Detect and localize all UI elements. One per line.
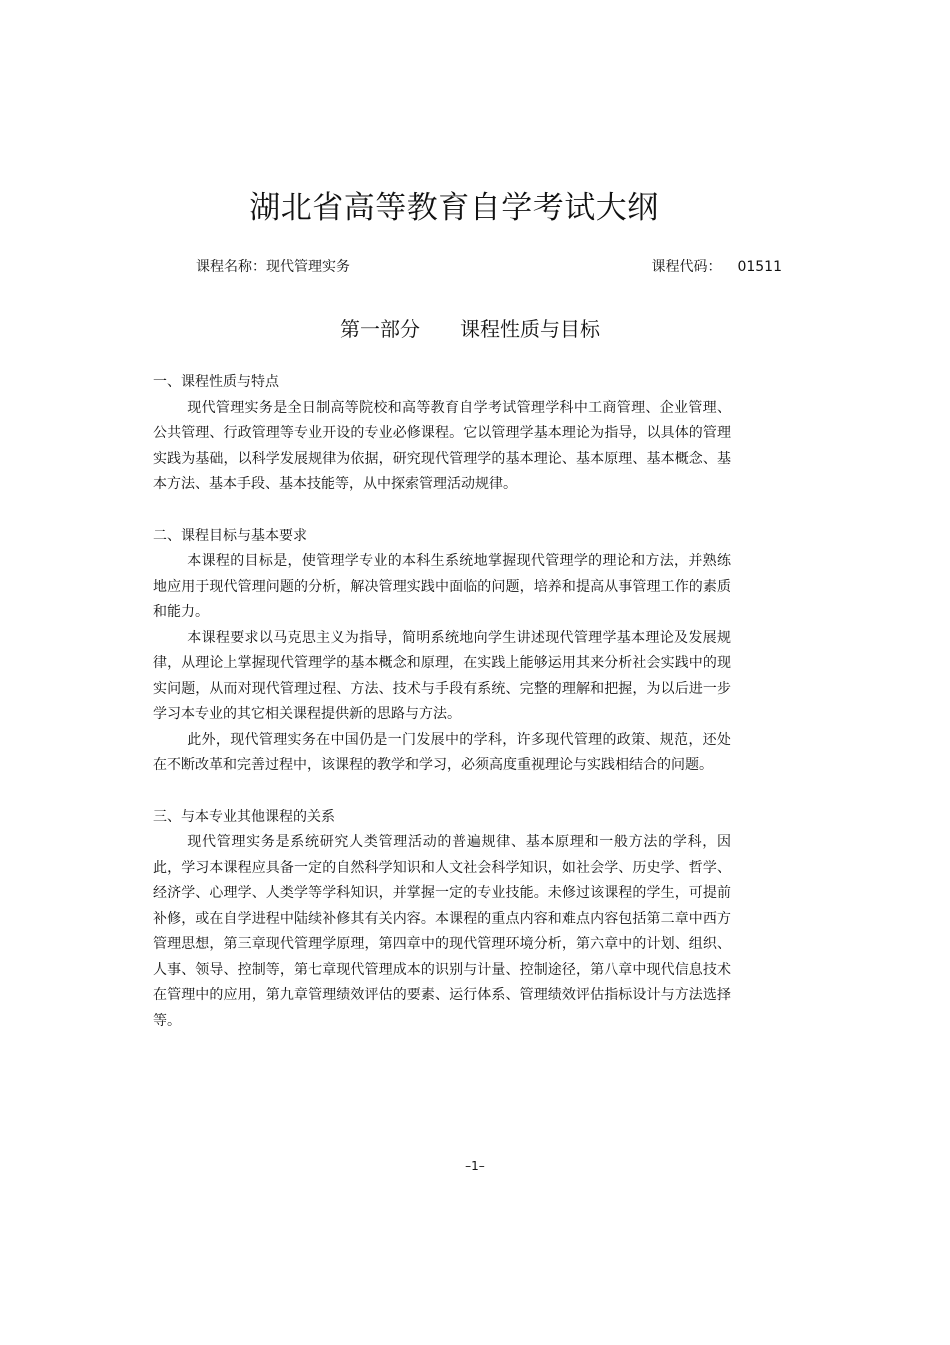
part-title [0, 313, 940, 342]
section-heading: 二、课程目标与基本要求 [153, 527, 307, 544]
paragraph: 现代管理实务是系统研究人类管理活动的普遍规律、基本原理和一般方法的学科，因此，学习本课程应具备一定的自然科学知识和人文社会科学知识，如社会学、历史学、哲学、经济学、心理学、人类学等学科知识，并掌握一定的专业技能。未修过该课程的学生，可提前补修，或在自学进程中陆续补修其有关内容。本课程的重点内容和难点内容包括第二章中西方管理思想，第三章现代管理学原理，第四章中的现代管理环境分析，第六章中的计划、组织、人事、领导、控制等，第七章现代管理成本的识别与计量、控制途径，第八章中现代信息技术在管理中的应用，第九章管理绩效评估的要素、运行体系、管理绩效评估指标设计与方法选择等。 [153, 834, 731, 1029]
part-number: 第一部分 [340, 317, 420, 341]
document-title: 湖北省高等教育自学考试大纲 [249, 190, 659, 226]
course-code-value: 01511 [737, 259, 782, 275]
course-code [651, 256, 782, 276]
course-code-label: 课程代码： [651, 259, 722, 275]
course-name: 课程名称：现代管理实务 [196, 259, 350, 275]
section-relations [153, 805, 731, 1035]
section-goals [153, 524, 731, 779]
paragraph: 此外，现代管理实务在中国仍是一门发展中的学科，许多现代管理的政策、规范，还处在不断改革和完善过程中，该课程的教学和学习，必须高度重视理论与实践相结合的问题。 [153, 731, 731, 773]
paragraph: 本课程要求以马克思主义为指导，简明系统地向学生讲述现代管理学基本理论及发展规律，从理论上掌握现代管理学的基本概念和原理，在实践上能够运用其来分析社会实践中的现实问题，从而对现代管理过程、方法、技术与手段有系统、完整的理解和把握，为以后进一步学习本专业的其它相关课程提供新的思路与方法。 [153, 629, 731, 722]
section-heading: 三、与本专业其他课程的关系 [153, 808, 335, 825]
part-name: 课程性质与目标 [460, 317, 600, 341]
page-number: –1– [465, 1159, 485, 1173]
paragraph: 本课程的目标是，使管理学专业的本科生系统地掌握现代管理学的理论和方法，并熟练地应用于现代管理问题的分析，解决管理实践中面临的问题，培养和提高从事管理工作的素质和能力。 [153, 553, 731, 620]
section-heading: 一、课程性质与特点 [153, 374, 279, 390]
course-info [196, 256, 786, 278]
section-nature [153, 370, 731, 498]
body-text [153, 370, 731, 1060]
paragraph: 现代管理实务是全日制高等院校和高等教育自学考试管理学科中工商管理、企业管理、公共管理、行政管理等专业开设的专业必修课程。它以管理学基本理论为指导，以具体的管理实践为基础，以科学发展规律为依据，研究现代管理学的基本理论、基本原理、基本概念、基本方法、基本手段、基本技能等，从中探索管理活动规律。 [153, 399, 731, 492]
